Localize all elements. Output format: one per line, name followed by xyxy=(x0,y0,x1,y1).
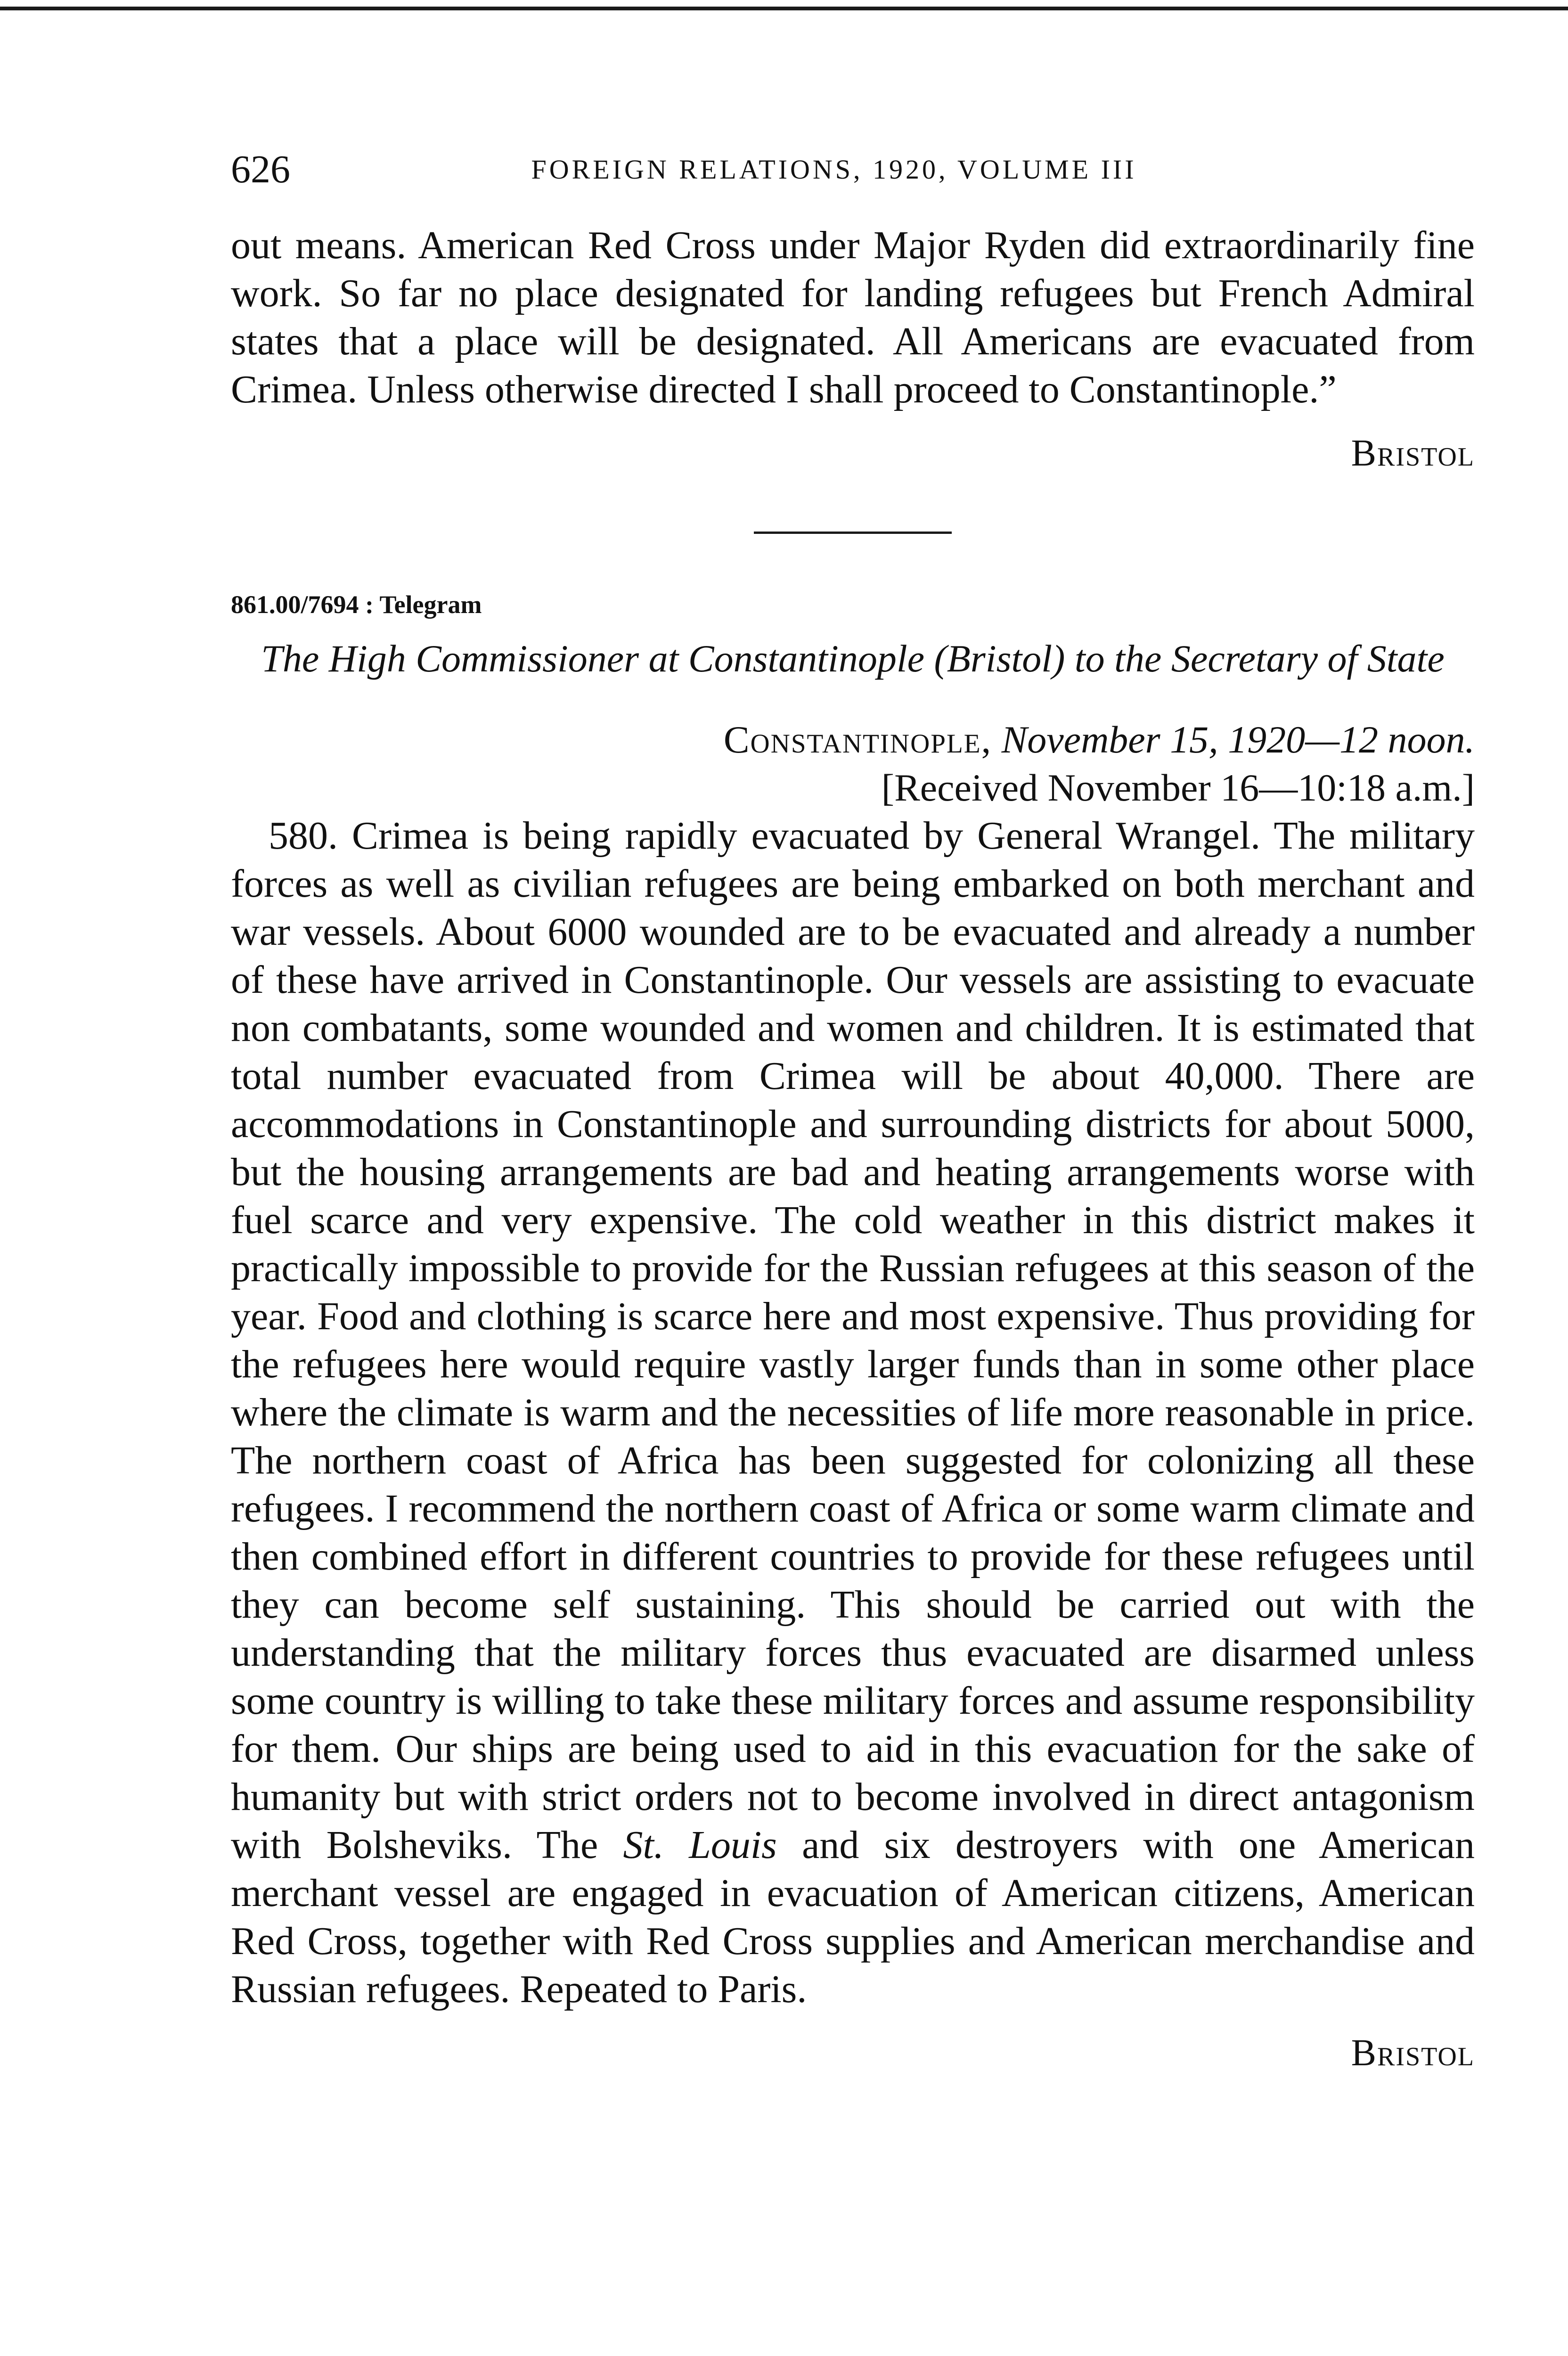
telegram-body-part-2: and six destroyers with one American merchant vessel are engaged in evacuation of American citizens, American Red Cross, together with Red Cross supplies and American merchandise and Russian refugees. Repeated to Paris. xyxy=(231,1823,1475,2011)
telegram-body xyxy=(231,812,1475,2013)
received-note: [Received November 16—10:18 a.m.] xyxy=(881,766,1475,809)
first-signature-text: Bristol xyxy=(1351,433,1475,474)
ship-name: St. Louis xyxy=(623,1823,777,1867)
dateline xyxy=(231,716,1475,764)
document-title: The High Commissioner at Constantinople (Bristol) to the Secretary of State xyxy=(261,637,1445,680)
second-signature-text: Bristol xyxy=(1351,2032,1475,2074)
top-border-rule xyxy=(0,7,1568,10)
page-header xyxy=(231,141,1437,198)
file-reference: 861.00/7694 : Telegram xyxy=(231,590,482,619)
page-body xyxy=(231,221,1475,2079)
first-signature xyxy=(231,430,1475,480)
dateline-place: Constantinople, xyxy=(723,718,992,761)
section-divider xyxy=(754,532,952,534)
running-head: FOREIGN RELATIONS, 1920, VOLUME III xyxy=(531,154,1137,185)
page-number: 626 xyxy=(231,147,290,191)
second-signature xyxy=(231,2029,1475,2079)
continuation-paragraph: out means. American Red Cross under Major Ryden did extraordinarily fine work. So far no place designated for landing refugees but French Admiral states that a place will be designated. All Americans are evacuated from Crimea. Unless otherwise directed I shall proceed to Constantinople.” xyxy=(231,223,1475,411)
dateline-date: November 15, 1920—12 noon. xyxy=(1001,718,1475,761)
telegram-body-part-1: 580. Crimea is being rapidly evacuated by General Wrangel. The military forces as well as civilian refugees are being embarked on both merchant and war vessels. About 6000 wounded are to be evacuated and already a number of these have arrived in Constantinople. Our vessels are assisting to evacuate non combatants, some wounded and women and children. It is estimated that total number evacuated from Crimea will be about 40,000. There are accommodations in Constantinople and surrounding districts for about 5000, but the housing arrangements are bad and heating arrangements worse with fuel scarce and very expensive. The cold weather in this district makes it practically impossible to provide for the Russian refugees at this season of the year. Food and clothing is scarce here and most expensive. Thus providing for the refugees here would require vastly larger funds than in some other place where the climate is warm and the necessities of life more reasonable in price. The northern coast of Africa has been suggested for colonizing all these refugees. I recommend the northern coast of Africa or some warm climate and then combined effort in different countries to provide for these refugees until they can become self sustaining. This should be carried out with the understanding that the military forces thus evacuated are disarmed unless some country is willing to take these military forces and assume responsibility for them. Our ships are being used to aid in this evacuation for the sake of humanity but with strict orders not to become involved in direct antagonism with Bolsheviks. The xyxy=(231,814,1475,1867)
